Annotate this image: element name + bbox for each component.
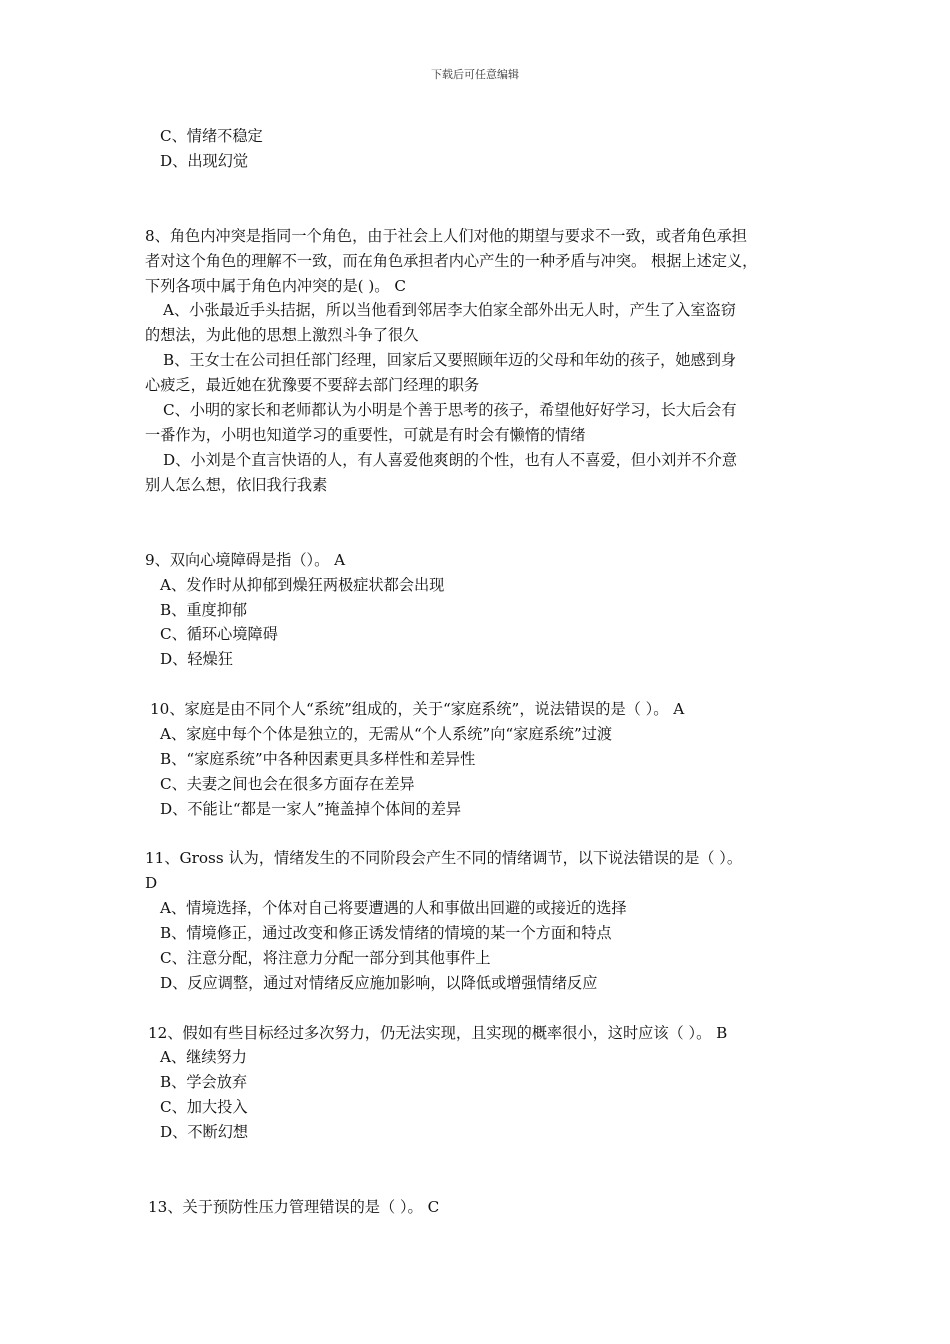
q11-option-a: A、情境选择，个体对自己将要遭遇的人和事做出回避的或接近的选择 xyxy=(160,899,627,917)
q12-option-c: C、加大投入 xyxy=(160,1098,248,1116)
q8-option-d-line2: 别人怎么想，依旧我行我素 xyxy=(145,476,328,494)
q9-option-d: D、轻燥狂 xyxy=(160,650,233,668)
q8-option-b-line2: 心疲乏，最近她在犹豫要不要辞去部门经理的职务 xyxy=(145,376,480,394)
q8-stem-line1: 8、角色内冲突是指同一个角色，由于社会上人们对他的期望与要求不一致，或者角色承担 xyxy=(145,227,747,245)
q8-option-c-line1: C、小明的家长和老师都认为小明是个善于思考的孩子，希望他好好学习，长大后会有 xyxy=(163,401,737,419)
q7-option-d: D、出现幻觉 xyxy=(160,152,249,170)
q9-option-c: C、循环心境障碍 xyxy=(160,625,278,643)
q10-option-d: D、不能让“都是一家人”掩盖掉个体间的差异 xyxy=(160,800,462,818)
q12-option-d: D、不断幻想 xyxy=(160,1123,249,1141)
q9-option-a: A、发作时从抑郁到燥狂两极症状都会出现 xyxy=(160,576,445,594)
q10-option-a: A、家庭中每个个体是独立的，无需从“个人系统”向“家庭系统”过渡 xyxy=(160,725,613,743)
q8-option-d-line1: D、小刘是个直言快语的人，有人喜爱他爽朗的个性，也有人不喜爱，但小刘并不介意 xyxy=(163,451,738,469)
q12-stem: 12、假如有些目标经过多次努力，仍无法实现，且实现的概率很小，这时应该（ ）。 B xyxy=(148,1024,728,1042)
q8-stem-line2: 者对这个角色的理解不一致，而在角色承担者内心产生的一种矛盾与冲突。 根据上述定义， xyxy=(145,252,758,270)
q11-option-c: C、注意分配，将注意力分配一部分到其他事件上 xyxy=(160,949,491,967)
q12-option-b: B、学会放弃 xyxy=(160,1073,248,1091)
q8-option-c-line2: 一番作为，小明也知道学习的重要性，可就是有时会有懒惰的情绪 xyxy=(145,426,586,444)
q8-option-a-line1: A、小张最近手头拮据，所以当他看到邻居李大伯家全部外出无人时，产生了入室盗窃 xyxy=(163,301,736,319)
q9-option-b: B、重度抑郁 xyxy=(160,601,248,619)
q10-option-c: C、夫妻之间也会在很多方面存在差异 xyxy=(160,775,415,793)
q9-stem: 9、双向心境障碍是指（）。 A xyxy=(145,551,346,569)
q10-stem: 10、家庭是由不同个人“系统”组成的，关于“家庭系统”，说法错误的是（ ）。 A xyxy=(150,700,685,718)
q8-option-b-line1: B、王女士在公司担任部门经理，回家后又要照顾年迈的父母和年幼的孩子，她感到身 xyxy=(163,351,737,369)
q11-stem-line1: 11、Gross 认为，情绪发生的不同阶段会产生不同的情绪调节，以下说法错误的是（ ）。 xyxy=(145,849,743,867)
q11-option-b: B、情境修正，通过改变和修正诱发情绪的情境的某一个方面和特点 xyxy=(160,924,612,942)
q13-stem: 13、关于预防性压力管理错误的是（ ）。 C xyxy=(148,1198,440,1216)
q10-option-b: B、“家庭系统”中各种因素更具多样性和差异性 xyxy=(160,750,476,768)
q8-option-a-line2: 的想法，为此他的思想上激烈斗争了很久 xyxy=(145,326,419,344)
q11-option-d: D、反应调整，通过对情绪反应施加影响，以降低或增强情绪反应 xyxy=(160,974,598,992)
page-header: 下载后可任意编辑 xyxy=(431,68,519,81)
q11-stem-line2: D xyxy=(145,874,158,892)
q7-option-c: C、情绪不稳定 xyxy=(160,127,263,145)
q8-stem-line3: 下列各项中属于角色内冲突的是( )。 C xyxy=(145,277,406,295)
q12-option-a: A、继续努力 xyxy=(160,1048,247,1066)
